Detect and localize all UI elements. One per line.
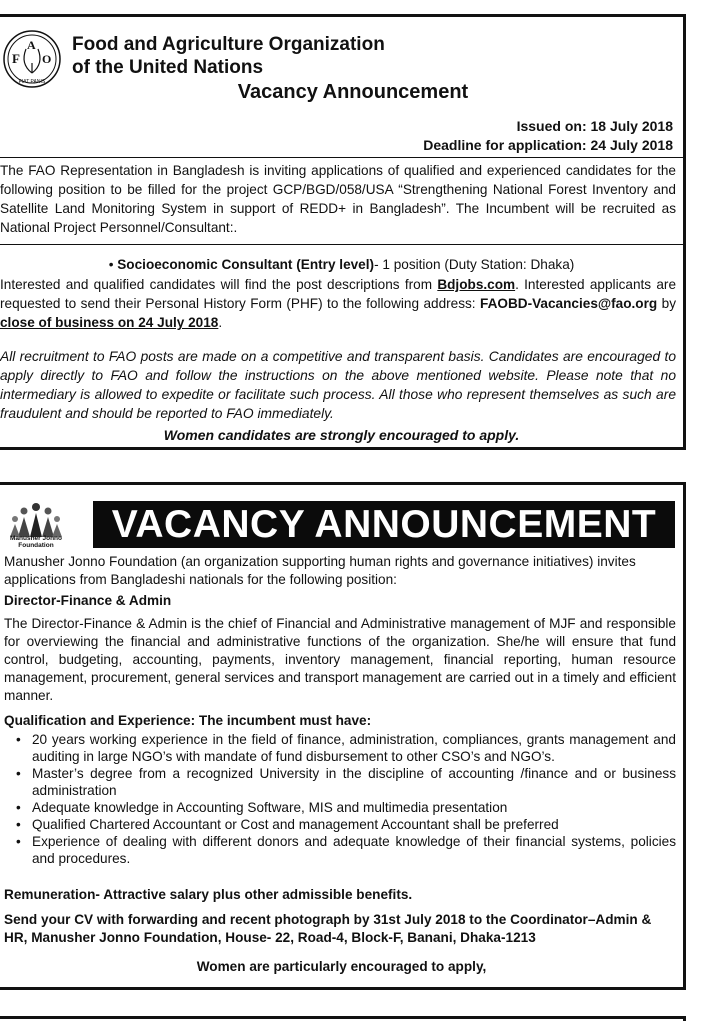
qualification-text: Adequate knowledge in Accounting Software, MIS and multimedia presentation [32, 800, 508, 815]
mjf-logo-name: Manusher Jonno Foundation [9, 535, 62, 549]
mjf-logo [6, 497, 66, 561]
bullet: • [108, 257, 114, 272]
list-item [14, 765, 676, 799]
list-item [14, 833, 676, 867]
fao-org-line2: of the United Nations [72, 57, 264, 78]
mjf-intro: Manusher Jonno Foundation (an organization supporting human rights and governance initiatives) invites applications from Bangladeshi nationals for the following position: [4, 554, 636, 587]
mjf-qualification-list [14, 731, 676, 867]
list-item [14, 731, 676, 765]
fao-deadline: Deadline for application: 24 July 2018 [423, 137, 673, 153]
mjf-vacancy-ad [0, 482, 686, 990]
qualification-text: Master’s degree from a recognized University in the discipline of accounting /finance and or business administration [32, 766, 676, 798]
apply-text: Interested and qualified candidates will find the post descriptions from [0, 277, 438, 292]
fao-apply-deadline: close of business on 24 July 2018 [0, 315, 219, 330]
fao-position-detail: - 1 position (Duty Station: Dhaka) [374, 257, 575, 272]
qualification-text: Qualified Chartered Accountant or Cost and management Accountant shall be preferred [32, 817, 559, 832]
fao-email[interactable]: FAOBD-Vacancies@fao.org [480, 296, 658, 311]
mjf-position-description: The Director-Finance & Admin is the chief of Financial and Administrative management of MJF and responsible for overviewing the financial and administrative functions of the organization. She/he will ensure that fund control, budgeting, accounting, payments, inventory management, financial reporting, human resource management, procurement, general services and transport management are carried out in a timely and efficient manner. [4, 616, 676, 703]
apply-text: . [218, 315, 223, 330]
mjf-women-encouraged: Women are particularly encouraged to apply, [196, 959, 487, 974]
list-item [14, 799, 676, 816]
fao-org-line1: Food and Agriculture Organization [72, 34, 385, 55]
bullet: • [16, 766, 21, 781]
qualification-text: Experience of dealing with different donors and adequate knowledge of their financial systems, policies and procedures. [32, 834, 676, 866]
bullet: • [16, 800, 21, 815]
mjf-send-cv: Send your CV with forwarding and recent photograph by 31st July 2018 to the Coordinator–Admin & HR, Manusher Jonno Foundation, House- 22, Road-4, Block-F, Banani, Dhaka-1213 [4, 912, 652, 945]
fao-logo-letter-o: O [42, 52, 52, 66]
mjf-position-title: Director-Finance & Admin [4, 593, 172, 608]
fao-position-title: Socioeconomic Consultant (Entry level) [117, 257, 375, 272]
fao-position [0, 257, 683, 272]
fao-recruitment-notice: All recruitment to FAO posts are made on a competitive and transparent basis. Candidates are encouraged to apply directly to FAO and follow the instructions on the above mentioned website. Please note that no intermediary is allowed to expedite or facilitate such process. All those who represent themselves as such are fraudulent and should be reported to FAO immediately. [0, 349, 676, 421]
mjf-qualification-heading: Qualification and Experience: The incumbent must have: [4, 713, 372, 728]
fao-title [0, 81, 686, 104]
fao-logo-motto: FIAT PANIS [18, 79, 46, 85]
apply-text: . Interested applicants are requested to send their Personal History Form (PHF) to the following address: [0, 277, 677, 311]
bullet: • [16, 732, 21, 747]
fao-organization-name [72, 33, 385, 79]
bullet: • [16, 834, 21, 849]
divider [0, 157, 683, 158]
fao-apply-instructions [0, 275, 676, 332]
fao-title-text: Vacancy Announcement [237, 81, 469, 103]
qualification-text: 20 years working experience in the field of finance, administration, compliances, grants management and auditing in large NGO’s with mandate of fund disbursement to other CSO’s and NGO’s. [32, 732, 676, 764]
fao-intro: The FAO Representation in Bangladesh is inviting applications of qualified and experienced candidates for the following position to be filled for the project GCP/BGD/058/USA “Strengthening National Forest Inventory and Satellite Land Monitoring System in support of REDD+ in Bangladesh”. The Incumbent will be recruited as National Project Personnel/Consultant:. [0, 163, 676, 235]
fao-logo-letter-a: A [27, 38, 36, 52]
fao-dates [423, 117, 673, 155]
fao-issued-date: Issued on: 18 July 2018 [516, 118, 673, 134]
fao-women-encouraged: Women candidates are strongly encouraged to apply. [163, 427, 520, 443]
fao-vacancy-ad [0, 14, 686, 450]
bdjobs-link[interactable]: Bdjobs.com [437, 277, 516, 292]
fao-logo-letter-f: F [12, 51, 20, 66]
divider [0, 244, 683, 245]
mjf-remuneration: Remuneration- Attractive salary plus other admissible benefits. [4, 887, 413, 902]
mjf-banner: VACANCY ANNOUNCEMENT [93, 501, 675, 548]
next-ad-border [0, 1016, 686, 1021]
fao-logo [2, 29, 62, 89]
apply-text: by [657, 296, 676, 311]
bullet: • [16, 817, 21, 832]
list-item [14, 816, 676, 833]
